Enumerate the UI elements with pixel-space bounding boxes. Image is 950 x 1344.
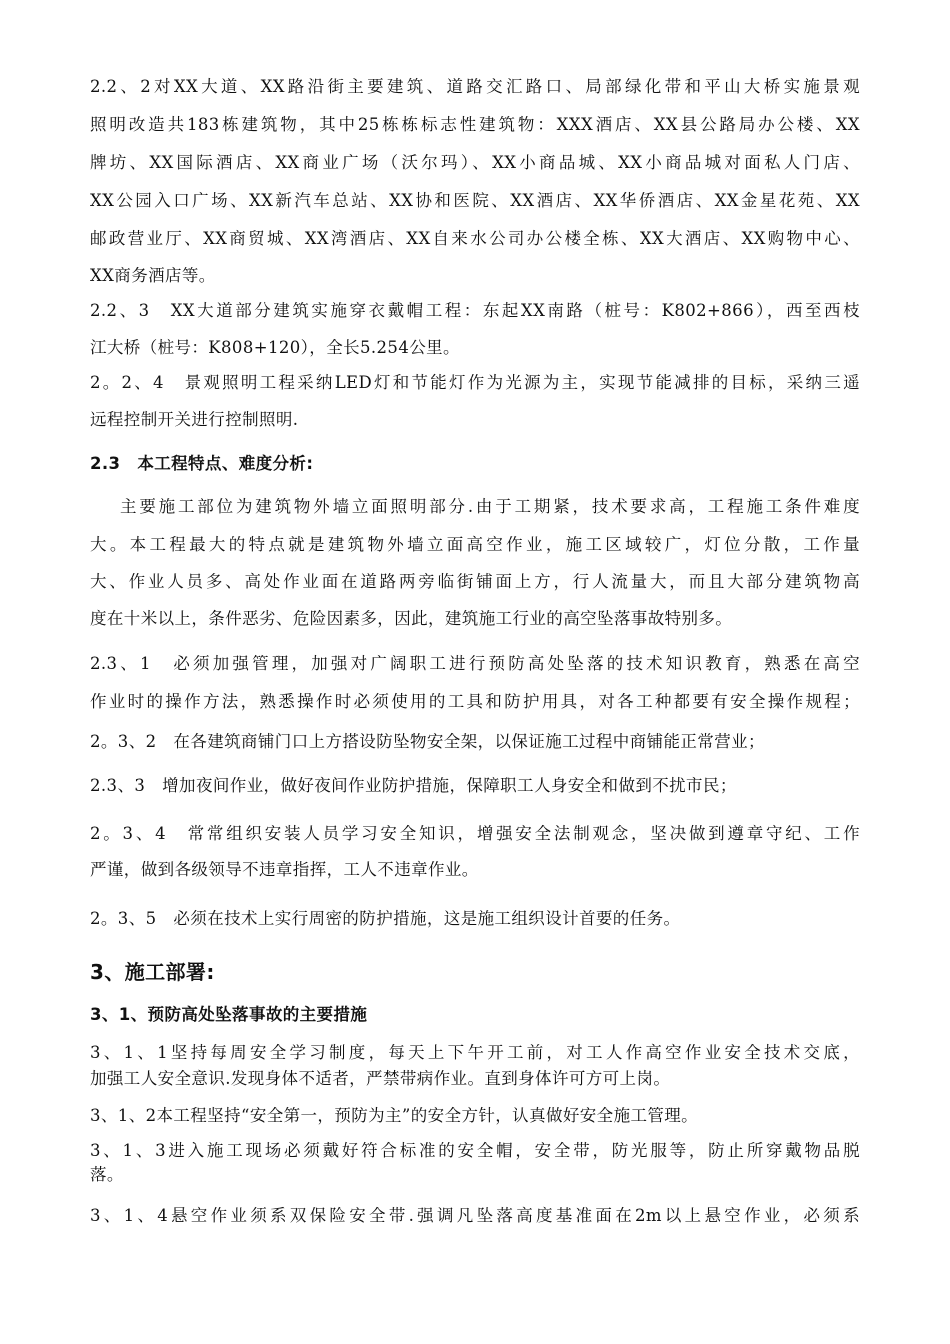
text-line: 2.2、2对XX大道、XX路沿街主要建筑、道路交汇路口、局部绿化带和平山大桥实施景观 [90,77,860,96]
text-line: 江大桥（桩号：K808+120），全长5.254公里。 [90,338,460,357]
subsection-heading-3-1: 3、1、预防高处坠落事故的主要措施 [90,1005,368,1024]
text-line: 2.3、3 增加夜间作业，做好夜间作业防护措施，保障职工人身安全和做到不扰市民； [90,776,737,795]
text-line: 大。本工程最大的特点就是建筑物外墙立面高空作业，施工区域较广，灯位分散，工作量 [90,535,860,554]
text-line: 2。3、4 常常组织安装人员学习安全知识，增强安全法制观念，坚决做到遵章守纪、工作 [90,824,860,843]
section-heading-3: 3、施工部署: [90,960,215,984]
text-line: 加强工人安全意识.发现身体不适者，严禁带病作业。直到身体许可方可上岗。 [90,1069,671,1088]
text-line: XX公园入口广场、XX新汽车总站、XX协和医院、XX酒店、XX华侨酒店、XX金星花苑、XX [90,191,860,210]
text-line: 3、1、1坚持每周安全学习制度，每天上下午开工前，对工人作高空作业安全技术交底， [90,1043,860,1062]
text-line: 远程控制开关进行控制照明. [90,410,299,429]
text-line: 照明改造共183栋建筑物，其中25栋栋标志性建筑物：XXX酒店、XX县公路局办公楼、XX [90,115,860,134]
text-line: 2.2、3 XX大道部分建筑实施穿衣戴帽工程：东起XX南路（桩号：K802+866），西至西枝 [90,301,860,320]
text-line: 2。2、4 景观照明工程采纳LED灯和节能灯作为光源为主，实现节能减排的目标，采纳三遥 [90,373,860,392]
text-line: 度在十米以上，条件恶劣、危险因素多，因此，建筑施工行业的高空坠落事故特别多。 [90,609,733,628]
text-line: 3、1、4悬空作业须系双保险安全带.强调凡坠落高度基准面在2m以上悬空作业，必须系 [90,1206,860,1225]
text-line: 2.3、1 必须加强管理，加强对广阔职工进行预防高处坠落的技术知识教育，熟悉在高空 [90,654,860,673]
text-line: 牌坊、XX国际酒店、XX商业广场（沃尔玛）、XX小商品城、XX小商品城对面私人门店、 [90,153,860,172]
text-line: 2。3、5 必须在技术上实行周密的防护措施，这是施工组织设计首要的任务。 [90,909,681,928]
text-line: 2。3、2 在各建筑商铺门口上方搭设防坠物安全架，以保证施工过程中商铺能正常营业； [90,732,765,751]
text-line: XX商务酒店等。 [90,266,216,285]
text-line: 3、1、2本工程坚持“安全第一，预防为主”的安全方针，认真做好安全施工管理。 [90,1106,699,1125]
text-line: 大、作业人员多、高处作业面在道路两旁临街铺面上方，行人流量大，而且大部分建筑物高 [90,572,860,591]
text-line: 严谨，做到各级领导不违章指挥，工人不违章作业。 [90,860,479,879]
text-line: 作业时的操作方法，熟悉操作时必须使用的工具和防护用具，对各工种都要有安全操作规程； [90,692,860,711]
text-line: 邮政营业厅、XX商贸城、XX湾酒店、XX自来水公司办公楼全栋、XX大酒店、XX购物中心、 [90,229,860,248]
section-heading-2-3: 2.3 本工程特点、难度分析: [90,454,314,473]
text-line: 主要施工部位为建筑物外墙立面照明部分.由于工期紧，技术要求高，工程施工条件难度 [120,497,860,516]
text-line: 落。 [90,1165,124,1184]
text-line: 3、1、3进入施工现场必须戴好符合标准的安全帽，安全带，防光服等，防止所穿戴物品脱 [90,1141,860,1160]
